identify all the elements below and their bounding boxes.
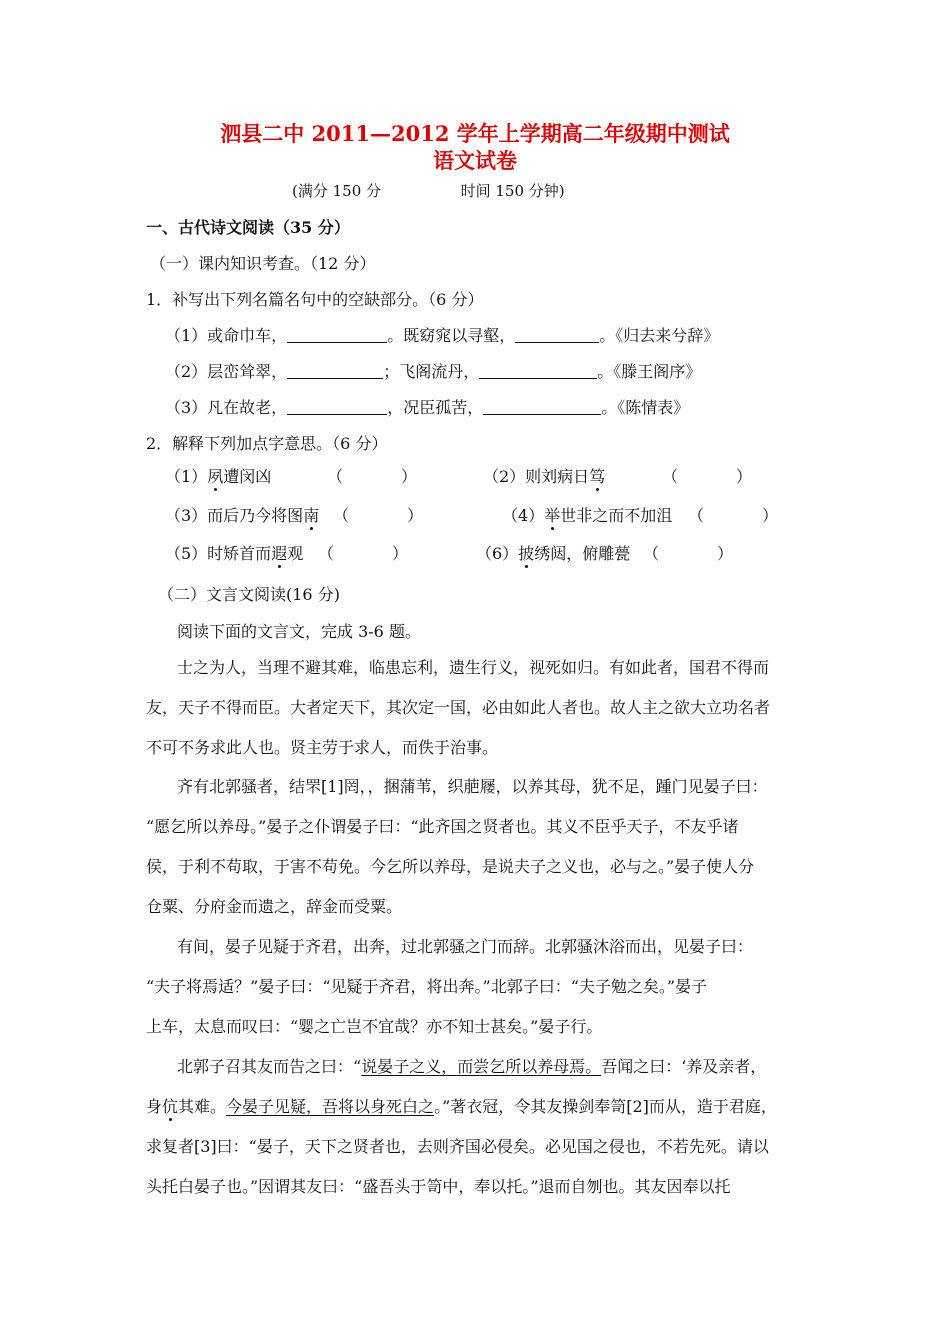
definition-item: （5）时矫首而遐观	[165, 544, 304, 563]
question-stem: 1．补写出下列名篇名句中的空缺部分。（6 分）	[146, 290, 484, 309]
answer-blank[interactable]	[287, 362, 383, 379]
underlined-sentence: 今晏子见疑，吾将以身死白之	[226, 1097, 435, 1116]
passage-line: 北郭子召其友而告之曰：“说晏子之义，而尝乞所以养母焉。吾闻之曰：‘养及亲者，	[177, 1057, 767, 1076]
passage-line: 头托白晏子也。”因谓其友曰：“盛吾头于笥中，奉以托。”退而自刎也。其友因奉以托	[146, 1177, 731, 1196]
dotted-character: 南	[303, 506, 320, 525]
definition-item: （3）而后乃今将图南	[165, 506, 320, 525]
fill-in-item: （2）层峦耸翠， ；飞阁流丹， 。《滕王阁序》	[165, 362, 702, 381]
definition-item: （2）则刘病日笃	[483, 467, 606, 486]
part-heading: （二）文言文阅读(16 分)	[158, 585, 340, 604]
answer-parentheses[interactable]: （ ）	[662, 467, 753, 486]
reading-instruction: 阅读下面的文言文，完成 3-6 题。	[177, 622, 421, 641]
definition-item: （4）举世非之而不加沮	[502, 506, 673, 525]
answer-blank[interactable]	[479, 362, 597, 379]
dotted-character: 夙	[207, 467, 224, 486]
passage-line: 不可不务求此人也。贤主劳于求人，而佚于治事。	[146, 738, 499, 757]
definition-item: （1）夙遭闵凶	[165, 467, 272, 486]
answer-parentheses[interactable]: （ ）	[333, 506, 424, 525]
part-heading: （一）课内知识考查。（12 分）	[150, 254, 376, 273]
dotted-character: 遐	[271, 544, 288, 563]
answer-parentheses[interactable]: （ ）	[688, 506, 779, 525]
passage-line: “夫子将焉适？”晏子曰：“见疑于齐君，将出奔。”北郭子曰：“夫子勉之矣。”晏子	[146, 977, 708, 996]
answer-blank[interactable]	[515, 326, 599, 343]
full-score: (满分 150 分	[292, 182, 382, 200]
question-stem: 2．解释下列加点字意思。（6 分）	[146, 434, 388, 453]
passage-line: 士之为人，当理不避其难，临患忘利，遗生行义，视死如归。有如此者，国君不得而	[177, 658, 770, 677]
dotted-character: 笃	[589, 467, 606, 486]
passage-line: 有间，晏子见疑于齐君，出奔，过北郭骚之门而辞。北郭骚沐浴而出，见晏子曰：	[177, 937, 754, 956]
answer-parentheses[interactable]: （ ）	[327, 467, 418, 486]
dotted-character: 伉	[162, 1097, 179, 1116]
underlined-sentence: 说晏子之义，而尝乞所以养母焉。	[361, 1057, 602, 1076]
fill-in-item: （3）凡在故老， ，况臣孤苦， 。《陈情表》	[165, 398, 690, 417]
dotted-character: 披	[518, 544, 535, 563]
passage-line: 求复者[3]曰：“晏子，天下之贤者也，去则齐国必侵矣。必见国之侵也，不若先死。请以	[146, 1137, 769, 1156]
answer-parentheses[interactable]: （ ）	[643, 544, 734, 563]
answer-blank[interactable]	[287, 398, 387, 415]
passage-line: 齐有北郭骚者，结罘[1]罔，，捆蒲苇，织萉屦，以养其母，犹不足，踵门见晏子曰：	[177, 777, 768, 796]
passage-line: 上车，太息而叹曰：“婴之亡岂不宜哉？亦不知士甚矣。”晏子行。	[146, 1017, 603, 1036]
fill-in-item: （1）或命巾车， 。既窈窕以寻壑， 。《归去来兮辞》	[165, 326, 720, 345]
exam-subtitle: 语文试卷	[433, 148, 517, 173]
passage-line: 友，天子不得而臣。大者定天下，其次定一国，必由如此人者也。故人主之欲大立功名者	[146, 698, 771, 717]
passage-line: “愿乞所以养母。”晏子之仆谓晏子曰：“此齐国之贤者也。其义不臣乎天子，不友乎诸	[146, 817, 739, 836]
section-heading: 一、古代诗文阅读（35 分）	[146, 218, 350, 237]
passage-line: 仓粟、分府金而遗之，辞金而受粟。	[146, 897, 403, 916]
passage-line: 身伉其难。今晏子见疑，吾将以身死白之。”著衣冠，令其友操剑奉笥[2]而从，造于君庭，	[146, 1097, 777, 1116]
dotted-character: 举	[544, 506, 561, 525]
answer-parentheses[interactable]: （ ）	[318, 544, 409, 563]
passage-line: 侯，于利不苟取，于害不苟免。今乞所以养母，是说夫子之义也，必与之。”晏子使人分	[146, 857, 755, 876]
definition-item: （6）披绣闼，俯雕甍	[476, 544, 631, 563]
exam-time: 时间 150 分钟)	[460, 182, 565, 200]
exam-meta	[292, 180, 565, 201]
exam-title: 泗县二中 2011—2012 学年上学期高二年级期中测试	[220, 121, 730, 146]
answer-blank[interactable]	[483, 398, 601, 415]
answer-blank[interactable]	[287, 326, 387, 343]
